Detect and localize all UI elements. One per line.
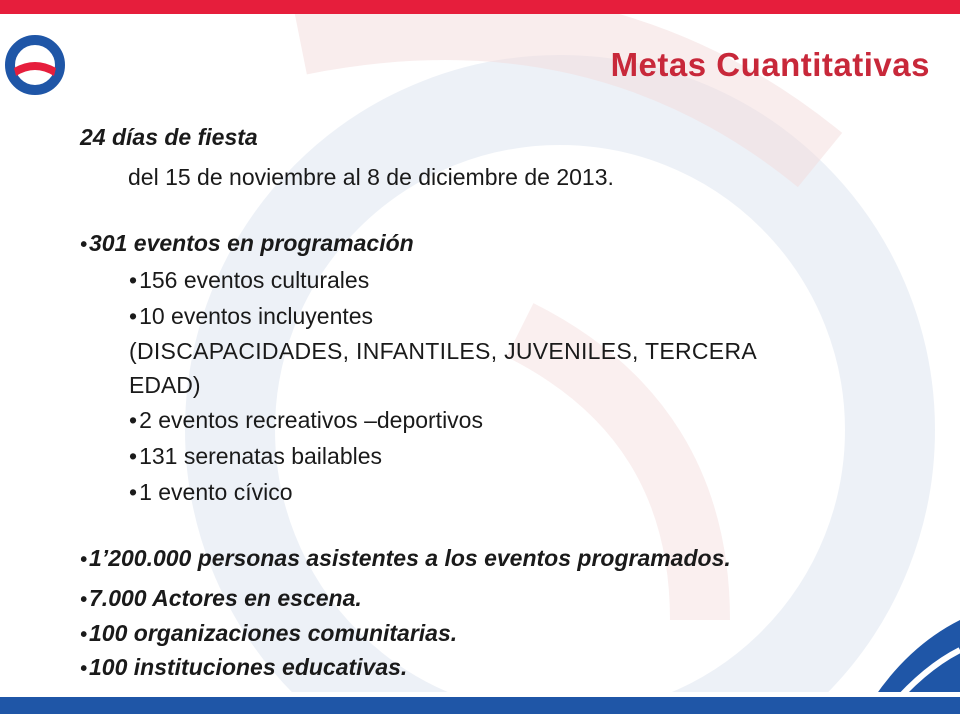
- bullet-icon: •: [129, 443, 138, 469]
- list-item: (DISCAPACIDADES, INFANTILES, JUVENILES, TERCERA: [129, 338, 758, 364]
- bullet-icon: •: [80, 624, 88, 646]
- list-item: •10 eventos incluyentes: [129, 303, 374, 329]
- bullet-icon: •: [129, 407, 138, 433]
- bullet-icon: •: [129, 303, 138, 329]
- bullet-icon: •: [80, 234, 88, 256]
- list-item: •1 evento cívico: [129, 479, 293, 505]
- list-item: 24 días de fiesta: [80, 124, 258, 150]
- list-item: •131 serenatas bailables: [129, 443, 383, 469]
- circle-logo-icon: [4, 34, 66, 96]
- list-item: •2 eventos recreativos –deportivos: [129, 407, 483, 433]
- bullet-icon: •: [129, 267, 138, 293]
- bullet-icon: •: [129, 479, 138, 505]
- bullet-icon: •: [80, 658, 88, 680]
- list-item: EDAD): [129, 372, 201, 398]
- list-item: •156 eventos culturales: [129, 267, 370, 293]
- list-item: •100 instituciones educativas.: [80, 654, 408, 680]
- bullet-icon: •: [80, 549, 88, 571]
- list-item: •7.000 Actores en escena.: [80, 585, 362, 611]
- bullet-icon: •: [80, 589, 88, 611]
- list-item: •100 organizaciones comunitarias.: [80, 620, 458, 646]
- list-item: •301 eventos en programación: [80, 230, 414, 256]
- list-item: •1’200.000 personas asistentes a los eventos programados.: [80, 545, 731, 571]
- top-accent-bar: [0, 0, 960, 14]
- list-item: del 15 de noviembre al 8 de diciembre de 2013.: [128, 164, 614, 190]
- bottom-brand-bar: [0, 692, 960, 720]
- slide-title: Metas Cuantitativas: [610, 46, 930, 83]
